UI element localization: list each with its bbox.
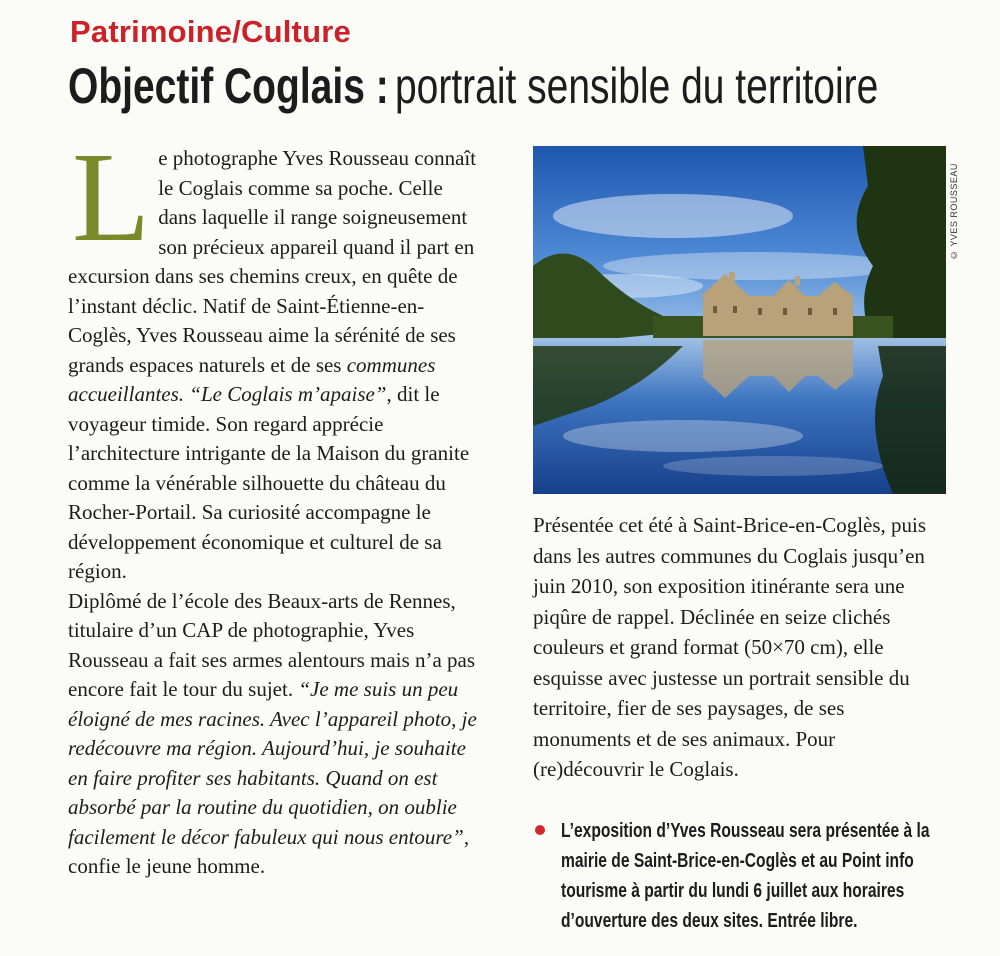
title-bold-part: Objectif Coglais xyxy=(68,58,365,114)
title-colon: : xyxy=(364,58,389,114)
paragraph-2 xyxy=(68,587,486,882)
article-right-column xyxy=(533,510,946,785)
chateau-photo xyxy=(533,146,946,494)
section-rubric: Patrimoine/Culture xyxy=(70,14,351,49)
paragraph-1-text-b: , dit le voyageur timide. Son regard apprécie l’architecture intrigante de la Maison du granite comme la vénérable silhouette du château du Rocher-Portail. Sa curiosité accompagne le développement économique et culturel de sa région. xyxy=(68,382,470,583)
paragraph-2-text-b: , confie le jeune homme. xyxy=(68,824,470,878)
paragraph-1 xyxy=(68,126,486,587)
paragraph-1-text-a: e photographe Yves Rousseau connaît le Coglais comme sa poche. Celle dans laquelle il range soigneusement son précieux appareil quand il part en excursion dans ses chemins creux, en quête de l’instant déclic. Natif de Saint-Étienne-en-Coglès, Yves Rousseau aime la sérénité de ses grands espaces naturels et de ses xyxy=(68,146,477,377)
photo-credit: © YVES ROUSSEAU xyxy=(949,163,959,260)
article-title xyxy=(68,56,878,116)
bullet-icon xyxy=(535,825,545,835)
chateau-lake-image xyxy=(533,146,946,494)
paragraph-3: Présentée cet été à Saint-Brice-en-Coglès, puis dans les autres communes du Coglais jusqu’en juin 2010, son exposition itinérante sera une piqûre de rappel. Déclinée en seize clichés couleurs et grand format (50×70 cm), elle esquisse avec justesse un portrait sensible du territoire, fier de ses paysages, de ses monuments et de ses animaux. Pour (re)découvrir le Coglais. xyxy=(533,513,927,781)
title-subtitle-part: portrait sensible du territoire xyxy=(394,58,879,114)
paragraph-2-text-a: Diplômé de l’école des Beaux-arts de Rennes, titulaire d’un CAP de photographie, Yves Rousseau a fait ses armes alentours mais n’a pas encore fait le tour du sujet. xyxy=(68,588,476,701)
paragraph-2-quote: “Je me suis un peu éloigné de mes racines. Avec l’appareil photo, je redécouvre ma région. Aujourd’hui, je souhaite en faire profiter ses habitants. Quand on est absorbé par la routine du quotidien, on oublie facilement le décor fabuleux qui nous entoure” xyxy=(68,677,477,849)
drop-cap: L xyxy=(72,126,151,268)
article-left-column xyxy=(68,126,486,882)
info-box xyxy=(535,816,955,936)
info-text: L’exposition d’Yves Rousseau sera présentée à la mairie de Saint-Brice-en-Coglès et au Point info tourisme à partir du lundi 6 juillet aux horaires d’ouverture des deux sites. Entrée libre. xyxy=(561,820,930,932)
paragraph-1-italic: communes accueillantes. “Le Coglais m’apaise” xyxy=(68,352,436,406)
